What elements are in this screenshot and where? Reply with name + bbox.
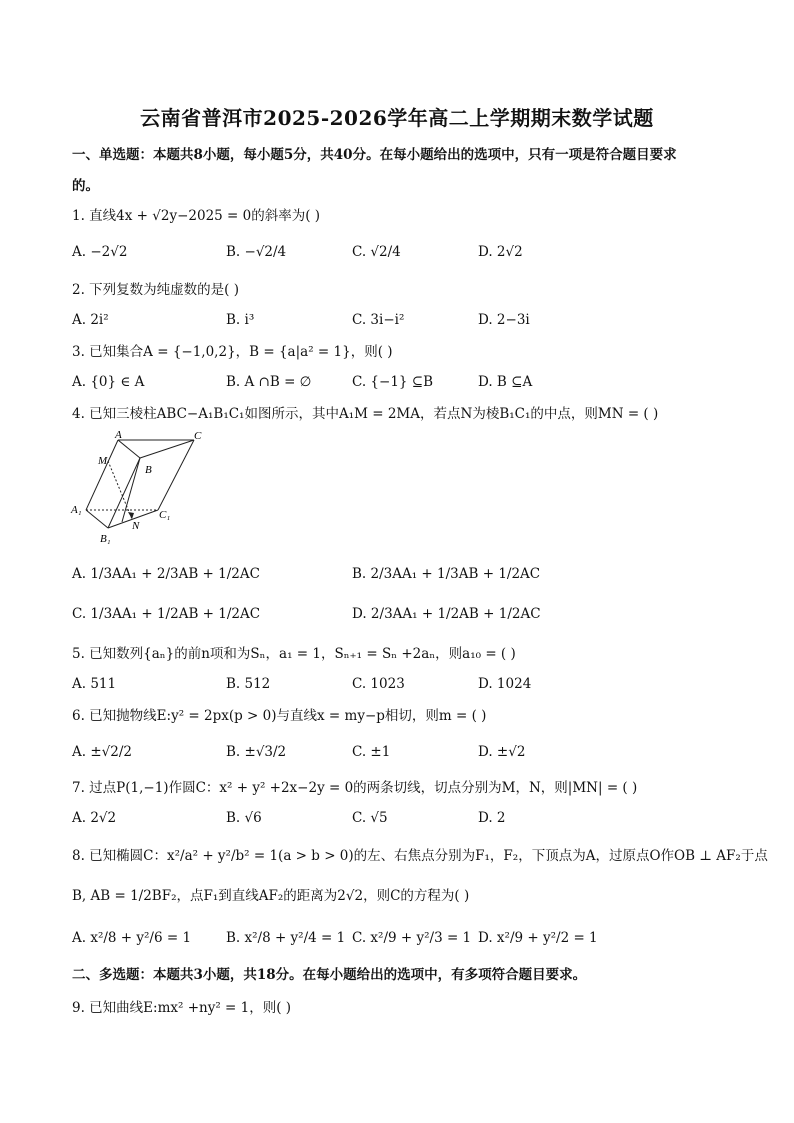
question-6-option-a[interactable]: A. ±√2/2 [72,744,132,760]
question-8-option-c[interactable]: C. x²/9 + y²/3 = 1 [352,930,472,946]
question-4-stem: 4. 已知三棱柱ABC−A₁B₁C₁如图所示，其中A₁M = 2MA，若点N为棱B₁C₁的中点，则MN = ( ) [72,406,659,422]
label-c: C [194,430,202,442]
question-2-options [72,312,732,334]
question-8-option-a[interactable]: A. x²/8 + y²/6 = 1 [72,930,192,946]
label-b: B [145,464,152,476]
triangular-prism-diagram [70,428,210,550]
question-1-stem: 1. 直线4x + √2y−2025 = 0的斜率为( ) [72,208,321,224]
question-7-stem: 7. 过点P(1,−1)作圆C：x² + y² +2x−2y = 0的两条切线，切点分别为M，N，则|MN| = ( ) [72,780,638,796]
question-4-option-b[interactable]: B. 2/3AA₁ + 1/3AB + 1/2AC [352,566,541,582]
section-single-choice-header: 一、单选题：本题共8小题，每小题5分，共40分。在每小题给出的选项中，只有一项是符合题目要求 [72,147,677,163]
question-1-option-c[interactable]: C. √2/4 [352,244,401,260]
question-1-option-b[interactable]: B. −√2/4 [226,244,287,260]
question-3-option-a[interactable]: A. {0} ∈ A [72,374,145,390]
question-8-options [72,930,732,952]
question-8-option-d[interactable]: D. x²/9 + y²/2 = 1 [478,930,598,946]
section-single-choice-header-cont: 的。 [72,178,99,194]
question-8-stem-cont: B, AB = 1/2BF₂，点F₁到直线AF₂的距离为2√2，则C的方程为( ) [72,888,470,904]
question-5-option-a[interactable]: A. 511 [72,676,117,692]
question-7-option-c[interactable]: C. √5 [352,810,388,826]
page-title: 云南省普洱市2025-2026学年高二上学期期末数学试题 [140,106,654,130]
question-6-stem: 6. 已知抛物线E:y² = 2px(p > 0)与直线x = my−p相切，则m = ( ) [72,708,487,724]
question-9-stem: 9. 已知曲线E:mx² +ny² = 1，则( ) [72,1000,292,1016]
question-4-option-d[interactable]: D. 2/3AA₁ + 1/2AB + 1/2AC [352,606,541,622]
question-4-options-row1 [72,566,732,588]
question-5-options [72,676,732,698]
question-3-options [72,374,732,396]
question-8-option-b[interactable]: B. x²/8 + y²/4 = 1 [226,930,346,946]
question-7-option-a[interactable]: A. 2√2 [72,810,117,826]
question-7-option-b[interactable]: B. √6 [226,810,262,826]
label-m: M [98,455,108,467]
question-7-options [72,810,732,832]
question-6-option-b[interactable]: B. ±√3/2 [226,744,287,760]
question-5-option-c[interactable]: C. 1023 [352,676,405,692]
section-multi-choice-header: 二、多选题：本题共3小题，共18分。在每小题给出的选项中，有多项符合题目要求。 [72,967,587,983]
label-n: N [132,520,140,532]
question-4-option-a[interactable]: A. 1/3AA₁ + 2/3AB + 1/2AC [72,566,260,582]
question-5-option-d[interactable]: D. 1024 [478,676,532,692]
question-3-option-b[interactable]: B. A ∩B = ∅ [226,374,312,390]
label-c1: C₁ [159,509,171,521]
question-4-options-row2 [72,606,732,628]
prism-figure [70,428,210,550]
question-4-option-c[interactable]: C. 1/3AA₁ + 1/2AB + 1/2AC [72,606,261,622]
question-8-stem: 8. 已知椭圆C：x²/a² + y²/b² = 1(a > b > 0)的左、右焦点分别为F₁，F₂，下顶点为A，过原点O作OB ⊥ AF₂于点 [72,848,768,864]
question-2-stem: 2. 下列复数为纯虚数的是( ) [72,282,239,298]
label-b1: B₁ [100,533,111,545]
question-3-option-c[interactable]: C. {−1} ⊆B [352,374,434,390]
label-a1: A₁ [71,504,82,516]
question-2-option-d[interactable]: D. 2−3i [478,312,530,328]
question-2-option-b[interactable]: B. i³ [226,312,255,328]
question-1-option-a[interactable]: A. −2√2 [72,244,128,260]
question-3-option-d[interactable]: D. B ⊆A [478,374,533,390]
question-3-stem: 3. 已知集合A = {−1,0,2}，B = {a|a² = 1}，则( ) [72,344,393,360]
question-7-option-d[interactable]: D. 2 [478,810,506,826]
question-2-option-a[interactable]: A. 2i² [72,312,109,328]
question-6-options [72,744,732,766]
question-6-option-d[interactable]: D. ±√2 [478,744,526,760]
question-1-option-d[interactable]: D. 2√2 [478,244,523,260]
question-5-option-b[interactable]: B. 512 [226,676,271,692]
label-a: A [115,429,122,441]
question-1-options [72,244,732,266]
question-6-option-c[interactable]: C. ±1 [352,744,391,760]
question-2-option-c[interactable]: C. 3i−i² [352,312,405,328]
question-5-stem: 5. 已知数列{aₙ}的前n项和为Sₙ，a₁ = 1，Sₙ₊₁ = Sₙ +2aₙ，则a₁₀ = ( ) [72,646,516,662]
